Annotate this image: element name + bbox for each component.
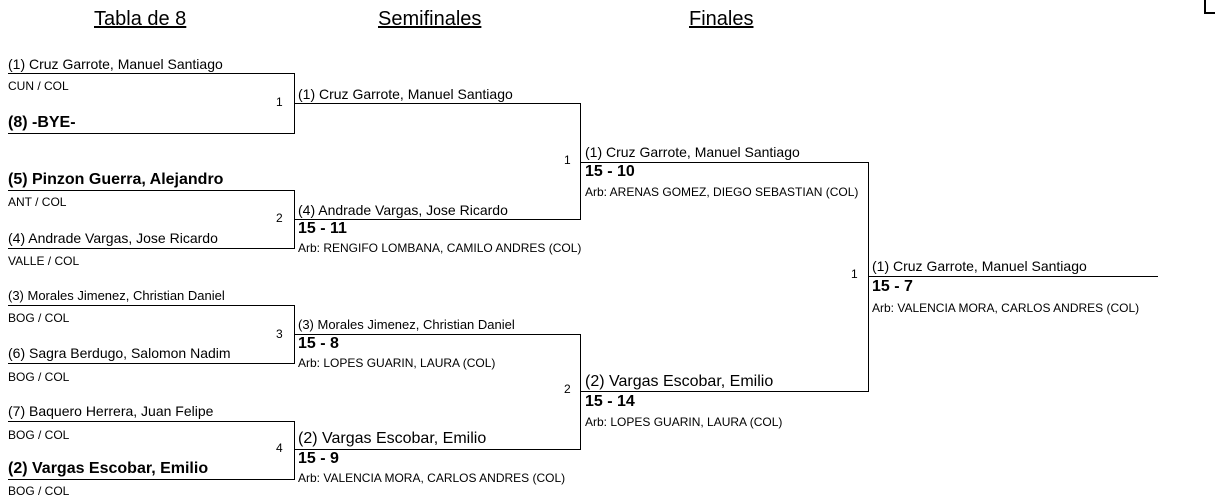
r1-entrant-6-club: BOG / COL — [8, 370, 70, 384]
r1-entrant-8-club: BOG / COL — [8, 484, 70, 498]
r1-line-6 — [8, 363, 295, 364]
header-round1: Tabla de 8 — [94, 8, 187, 30]
r1-entrant-1-name: (1) Cruz Garrote, Manuel Santiago — [8, 56, 223, 72]
r2-referee-3: Arb: LOPES GUARIN, LAURA (COL) — [298, 356, 496, 370]
r1-entrant-7-name: (7) Baquero Herrera, Juan Felipe — [8, 403, 214, 419]
r1-bout-3-number: 3 — [276, 327, 283, 341]
r2-referee-4: Arb: VALENCIA MORA, CARLOS ANDRES (COL) — [298, 471, 566, 485]
r1-line-8 — [8, 479, 295, 480]
final-winner-name: (1) Cruz Garrote, Manuel Santiago — [872, 258, 1087, 274]
header-semifinals: Semifinales — [378, 8, 482, 30]
r1-line-3 — [8, 190, 295, 191]
final-referee: Arb: VALENCIA MORA, CARLOS ANDRES (COL) — [872, 301, 1140, 315]
r2-score-3: 15 - 8 — [298, 335, 339, 352]
r1-line-5 — [8, 305, 295, 306]
final-score: 15 - 7 — [872, 278, 913, 295]
r3-winner-2-name: (2) Vargas Escobar, Emilio — [585, 373, 774, 390]
r2-winner-1-name: (1) Cruz Garrote, Manuel Santiago — [298, 86, 513, 102]
r1-entrant-5-club: BOG / COL — [8, 311, 70, 325]
r3-score-2: 15 - 14 — [585, 393, 635, 410]
corner-mark — [1204, 0, 1215, 14]
r2-bout-1-number: 1 — [564, 153, 571, 167]
r2-bracket-2 — [580, 334, 581, 450]
r1-entrant-5-name: (3) Morales Jimenez, Christian Daniel — [8, 288, 225, 303]
r1-entrant-3-name: (5) Pinzon Guerra, Alejandro — [8, 171, 224, 188]
r1-entrant-6-name: (6) Sagra Berdugo, Salomon Nadim — [8, 345, 231, 361]
r1-entrant-1-club: CUN / COL — [8, 79, 69, 93]
r1-line-7 — [8, 421, 295, 422]
r3-referee-1: Arb: ARENAS GOMEZ, DIEGO SEBASTIAN (COL) — [585, 185, 859, 199]
r3-winner-1-name: (1) Cruz Garrote, Manuel Santiago — [585, 144, 800, 160]
r1-entrant-2-name: (8) -BYE- — [8, 114, 76, 131]
r1-line-4 — [8, 248, 295, 249]
r3-referee-2: Arb: LOPES GUARIN, LAURA (COL) — [585, 415, 783, 429]
r2-winner-3-name: (3) Morales Jimenez, Christian Daniel — [298, 317, 515, 332]
r1-entrant-3-club: ANT / COL — [8, 195, 67, 209]
r2-score-2: 15 - 11 — [298, 220, 347, 237]
r2-line-1 — [295, 103, 581, 104]
final-bout-number: 1 — [851, 267, 858, 281]
final-line — [869, 276, 1158, 277]
r2-referee-2: Arb: RENGIFO LOMBANA, CAMILO ANDRES (COL) — [298, 241, 582, 255]
r3-bracket — [868, 162, 869, 392]
r1-bracket-4 — [294, 421, 295, 480]
r2-score-4: 15 - 9 — [298, 450, 339, 467]
r1-entrant-4-club: VALLE / COL — [8, 254, 80, 268]
r3-line-2 — [581, 391, 869, 392]
r1-line-2 — [8, 133, 295, 134]
r2-winner-2-name: (4) Andrade Vargas, Jose Ricardo — [298, 202, 508, 218]
r1-entrant-8-name: (2) Vargas Escobar, Emilio — [8, 460, 209, 477]
r1-bout-2-number: 2 — [276, 211, 283, 225]
r1-bout-4-number: 4 — [276, 441, 283, 455]
r1-bout-1-number: 1 — [276, 95, 283, 109]
r2-bout-2-number: 2 — [564, 382, 571, 396]
r2-winner-4-name: (2) Vargas Escobar, Emilio — [298, 430, 487, 447]
r1-line-1 — [8, 73, 295, 74]
r3-score-1: 15 - 10 — [585, 163, 635, 180]
header-finals: Finales — [689, 8, 754, 30]
r1-entrant-7-club: BOG / COL — [8, 428, 70, 442]
r1-entrant-4-name: (4) Andrade Vargas, Jose Ricardo — [8, 230, 218, 246]
